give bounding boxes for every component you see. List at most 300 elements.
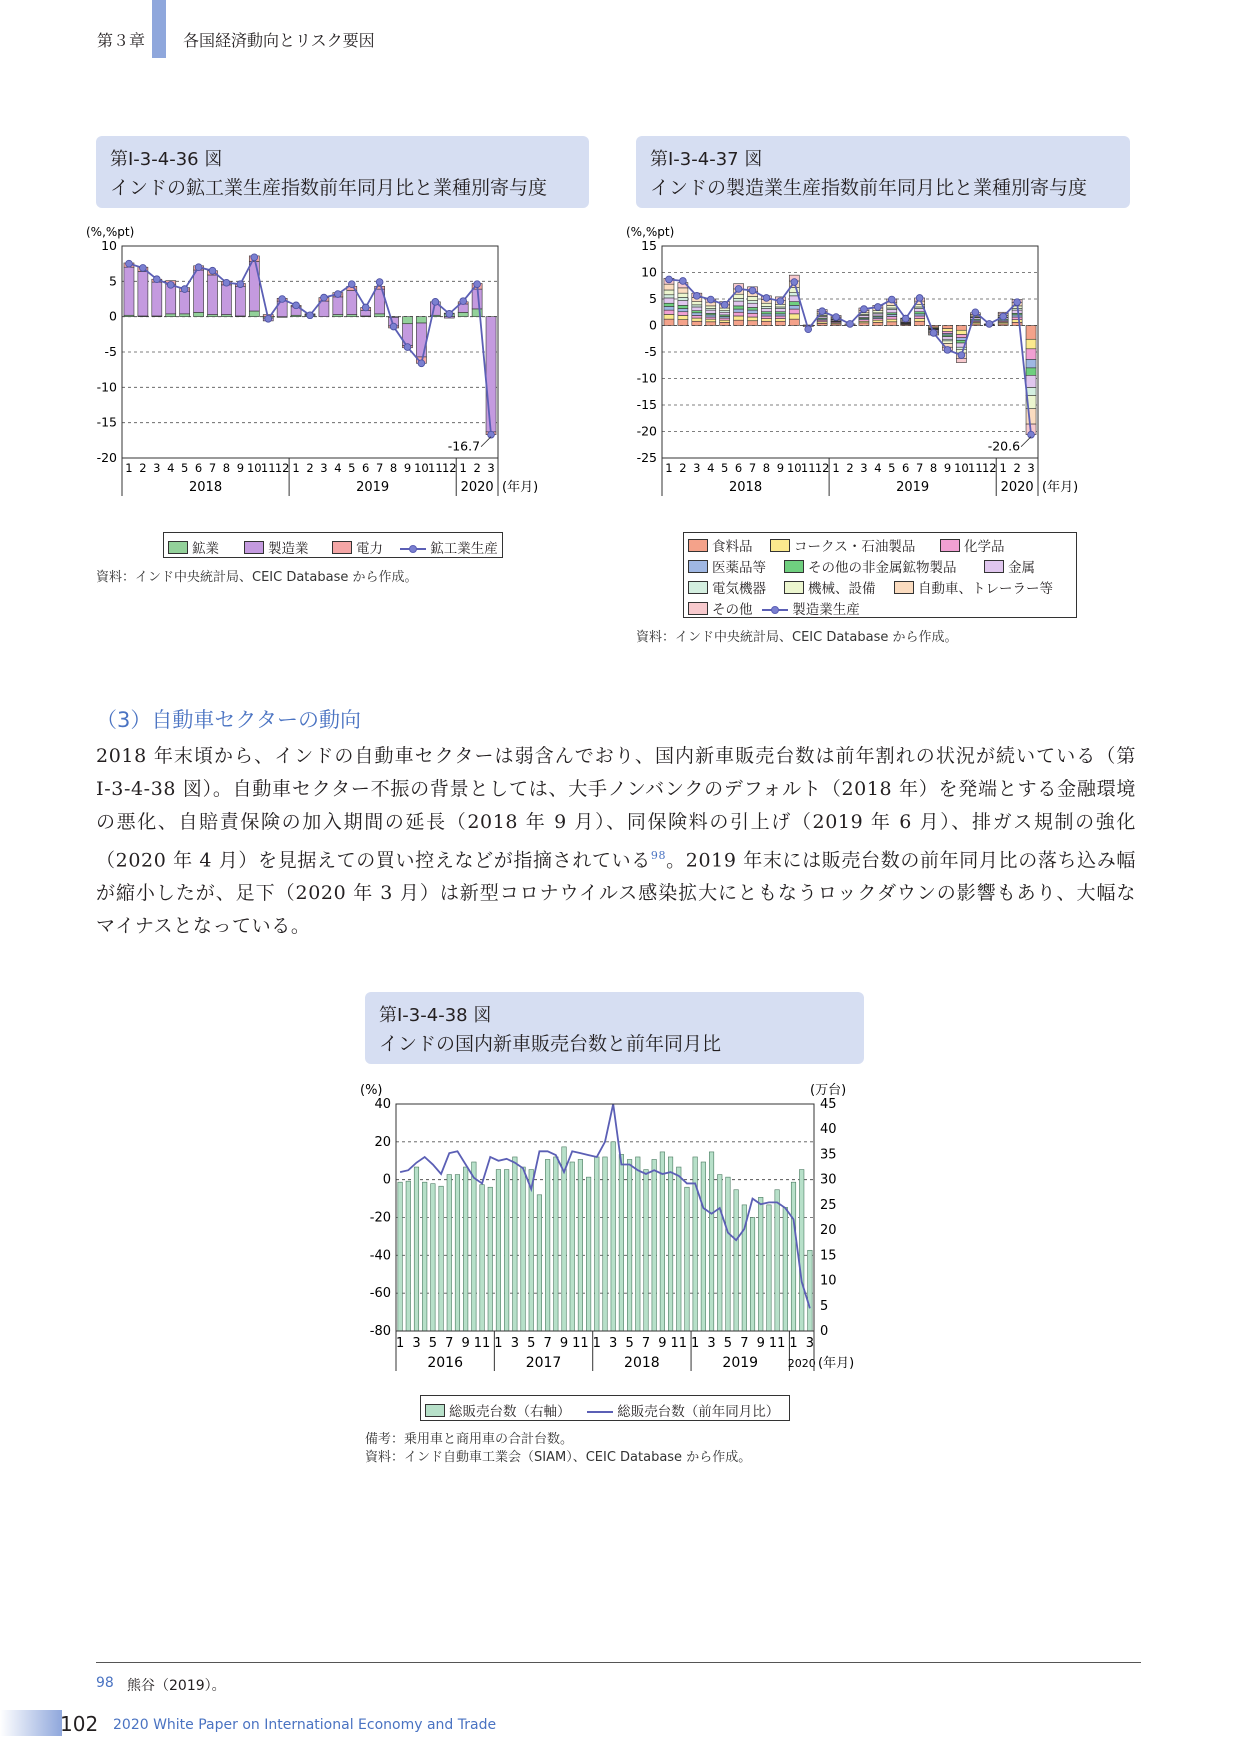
x-tick-label: 3 — [1027, 461, 1035, 475]
x-tick-label: 8 — [389, 461, 398, 475]
line-point — [223, 279, 230, 286]
units-bar — [611, 1142, 616, 1331]
bar-segment — [678, 312, 688, 316]
line-point — [888, 296, 895, 303]
y-tick-label-right: 0 — [820, 1324, 829, 1339]
units-bar — [685, 1187, 690, 1331]
bar-segment — [678, 301, 688, 306]
line-point — [307, 312, 314, 319]
bar-segment — [1012, 322, 1022, 325]
bar-segment — [221, 285, 231, 315]
bar-segment — [333, 297, 343, 315]
fig36-number: 第Ⅰ-3-4-36 図 — [110, 149, 223, 170]
units-bar — [472, 1162, 477, 1331]
x-tick-label: 9 — [236, 461, 245, 475]
x-tick-label: 1 — [832, 461, 840, 475]
units-bar — [619, 1154, 624, 1331]
bar-segment — [873, 322, 883, 325]
x-tick-label: 3 — [510, 1336, 519, 1351]
x-tick-label: 12 — [441, 461, 457, 475]
x-tick-label: 10 — [954, 461, 969, 475]
y-tick-label: -10 — [636, 370, 657, 386]
year-label: 2016 — [427, 1355, 463, 1371]
year-label: 2019 — [356, 480, 390, 495]
y-tick-label-right: 45 — [820, 1097, 837, 1112]
bar-segment — [1012, 320, 1022, 323]
bar-segment — [942, 329, 952, 332]
bar-segment — [775, 309, 785, 312]
bar-segment — [664, 295, 674, 298]
bar-segment — [1026, 375, 1036, 387]
bar-segment — [915, 312, 925, 314]
line-point — [418, 360, 425, 367]
x-tick-label: 7 — [915, 461, 924, 475]
bar-segment — [706, 322, 716, 326]
x-tick-label: 3 — [860, 461, 868, 475]
section-body-a: 2018 年末頃から、インドの自動車セクターは弱含んでおり、国内新車販売台数は前年割れの状況が続いている（第Ⅰ-3-4-38 図）。自動車セクター不振の背景としては、大手ノンバンクのデフォルト（2018 年）を発端とする金融環境の悪化、自賠責保険の加入期間の延長（2018 年 9 月）、同保険料の引上げ（2019 年 6 月）、排ガス規制の強化（2020 年 4 月）を見据えての買い控えなどが指摘されている — [96, 745, 1136, 872]
bar-segment — [956, 347, 966, 349]
x-tick-label: 9 — [461, 1336, 470, 1351]
line-point — [819, 308, 826, 315]
fig37-number: 第Ⅰ-3-4-37 図 — [650, 149, 763, 170]
y-tick-label-right: 25 — [820, 1197, 837, 1213]
line-point — [902, 315, 909, 322]
x-tick-label: 8 — [222, 461, 231, 475]
x-tick-label: 1 — [789, 1336, 798, 1351]
year-label: 2020 — [1000, 480, 1034, 495]
bar-segment — [789, 319, 799, 325]
bar-segment — [692, 311, 702, 313]
x-tick-label: 6 — [194, 461, 203, 475]
line-point — [195, 264, 202, 271]
bar-segment — [734, 301, 744, 306]
x-tick-label: 5 — [348, 461, 356, 475]
x-tick-label: 10 — [786, 461, 802, 475]
x-tick-label: 7 — [208, 461, 217, 475]
bar-segment — [235, 286, 245, 316]
bar-segment — [942, 337, 952, 340]
line-point — [805, 326, 812, 333]
chapter-title: 各国経済動向とリスク要因 — [183, 31, 375, 50]
bar-segment — [1026, 339, 1036, 349]
x-tick-label: 3 — [707, 1336, 716, 1351]
bar-segment — [1026, 349, 1036, 360]
bar-segment — [458, 312, 468, 316]
section-body — [96, 740, 1136, 943]
bar-segment — [761, 312, 771, 314]
x-tick-label: 9 — [776, 461, 785, 475]
bar-segment — [956, 338, 966, 341]
units-bar — [677, 1167, 682, 1331]
y-tick-label: -15 — [96, 414, 117, 430]
x-tick-label: 9 — [943, 461, 952, 475]
bar-segment — [734, 298, 744, 301]
bar-segment — [915, 314, 925, 316]
annotation-label: -20.6 — [987, 438, 1021, 454]
line-point — [986, 321, 993, 328]
y-tick-label: -10 — [96, 379, 117, 395]
footnote-ref[interactable]: 98 — [650, 849, 667, 862]
x-tick-label: 1 — [592, 1336, 601, 1351]
units-bar — [783, 1207, 788, 1331]
bar-segment — [734, 309, 744, 312]
bar-segment — [678, 288, 688, 293]
x-tick-label: 7 — [740, 1336, 749, 1351]
bar-segment — [748, 310, 758, 313]
y-tick-label-right: 35 — [820, 1147, 837, 1163]
bar-segment — [720, 312, 730, 315]
units-bar — [578, 1159, 583, 1331]
line-point — [126, 260, 133, 267]
bar-segment — [720, 322, 730, 325]
fig37-legend-item: 自動車、トレーラー等 — [894, 577, 1053, 597]
bar-segment — [748, 301, 758, 304]
x-tick-label: 1 — [459, 461, 467, 475]
fig38-source: 資料：インド自動車工業会（SIAM）、CEIC Database から作成。 — [365, 1450, 752, 1465]
bar-segment — [180, 314, 190, 317]
units-bar — [709, 1152, 714, 1331]
bar-segment — [748, 307, 758, 310]
units-bar — [455, 1175, 460, 1331]
x-tick-label: 4 — [334, 461, 342, 475]
bar-segment — [166, 314, 176, 317]
bar-segment — [761, 314, 771, 316]
line-point — [153, 276, 160, 283]
line-point — [693, 292, 700, 299]
x-tick-label: 7 — [375, 461, 384, 475]
x-tick-label: 4 — [874, 461, 882, 475]
bar-segment — [706, 310, 716, 313]
x-axis-unit: (年月) — [1042, 480, 1079, 495]
bar-segment — [1012, 315, 1022, 317]
y-tick-label: 5 — [649, 291, 657, 306]
x-tick-label: 8 — [762, 461, 771, 475]
bar-segment — [887, 319, 897, 322]
x-tick-label: 6 — [734, 461, 743, 475]
units-bar — [521, 1167, 526, 1331]
bar-segment — [748, 321, 758, 326]
year-label: 2019 — [896, 480, 930, 495]
x-tick-label: 11 — [670, 1336, 688, 1351]
units-bar — [799, 1170, 804, 1331]
x-tick-label: 9 — [756, 1336, 765, 1351]
x-tick-label: 11 — [260, 461, 276, 475]
y-axis-unit: (%,%pt) — [626, 225, 675, 239]
y-tick-label-right: 10 — [820, 1273, 837, 1289]
units-bar — [726, 1177, 731, 1331]
bar-segment — [720, 320, 730, 322]
bar-segment — [956, 358, 966, 362]
y-tick-label: -5 — [644, 344, 657, 359]
y-tick-label-right: 30 — [820, 1172, 837, 1188]
x-tick-label: 9 — [559, 1336, 569, 1351]
bar-segment — [347, 291, 357, 315]
x-tick-label: 2 — [139, 461, 147, 475]
x-tick-label: 2 — [846, 461, 854, 475]
fig37-legend-item: 機械、設備 — [784, 577, 876, 597]
bar-segment — [775, 312, 785, 314]
units-bar — [644, 1170, 649, 1331]
bar-segment — [859, 323, 869, 326]
y-tick-label: 0 — [649, 317, 657, 333]
bar-segment — [1012, 317, 1022, 320]
y-axis-unit: (%,%pt) — [86, 225, 135, 239]
bar-segment — [789, 302, 799, 306]
x-tick-label: 11 — [572, 1336, 589, 1351]
bar-segment — [692, 305, 702, 307]
bar-segment — [1026, 326, 1036, 340]
x-tick-label: 2 — [679, 461, 687, 475]
fig37-legend-item: 食料品 — [688, 535, 753, 555]
line-point — [958, 352, 965, 359]
bar-segment — [194, 270, 204, 312]
x-tick-label: 12 — [274, 461, 290, 475]
bar-segment — [249, 311, 259, 317]
fig37-legend-item: コークス・石油製品 — [770, 535, 915, 555]
bar-segment — [761, 316, 771, 319]
x-tick-label: 11 — [968, 461, 983, 475]
bar-segment — [692, 315, 702, 318]
page-marker — [0, 1710, 62, 1736]
line-point — [861, 306, 868, 313]
y-tick-label: 10 — [101, 238, 117, 253]
bar-segment — [664, 314, 674, 319]
bar-segment — [664, 319, 674, 325]
bar-segment — [748, 313, 758, 317]
x-tick-label: 9 — [403, 461, 412, 475]
fig37-caption — [636, 136, 1130, 208]
bar-segment — [152, 282, 162, 316]
fig36-legend-item: 鉱業 — [168, 537, 219, 557]
fig37-legend-item: その他の非金属鉱物製品 — [784, 556, 957, 576]
page-number: 102 — [60, 1712, 99, 1736]
y-tick-label: 0 — [109, 308, 117, 324]
year-label: 2019 — [722, 1355, 759, 1371]
y-tick-label-left: -80 — [369, 1324, 391, 1339]
year-label: 2020 — [787, 1357, 816, 1370]
bar-segment — [887, 322, 897, 326]
line-point — [432, 298, 439, 305]
units-bar — [668, 1157, 673, 1331]
x-tick-label: 5 — [723, 1336, 733, 1351]
units-bar — [545, 1159, 550, 1331]
units-bar — [570, 1162, 575, 1331]
x-tick-label: 5 — [181, 461, 189, 475]
units-bar — [750, 1218, 755, 1332]
section-body-b: 。2019 年末には販売台数の前年同月比の落ち込み幅が縮小したが、足下（2020 年 3 月）は新型コロナウイルス感染拡大にともなうロックダウンの影響もあり、大幅なマイナスとなっている。 — [96, 849, 1137, 938]
bar-segment — [817, 323, 827, 325]
line-point — [874, 304, 881, 311]
fig37-legend-item: その他 — [688, 598, 753, 618]
bar-segment — [664, 290, 674, 295]
line-point — [930, 330, 937, 337]
units-bar — [504, 1170, 509, 1331]
footnote-text: 熊谷（2019）。 — [127, 1678, 226, 1694]
units-bar — [447, 1175, 452, 1331]
units-bar — [791, 1182, 796, 1331]
line-point — [460, 298, 467, 305]
bar-segment — [761, 319, 771, 322]
fig37-legend-item: 金属 — [984, 556, 1035, 576]
fig36-legend — [163, 532, 503, 558]
x-tick-label: 1 — [691, 1336, 700, 1351]
x-tick-label: 10 — [414, 461, 429, 475]
fig38-title: インドの国内新車販売台数と前年同月比 — [379, 1033, 722, 1055]
fig38-chart — [350, 1070, 880, 1390]
bar-segment — [775, 316, 785, 319]
fig38-caption — [365, 992, 864, 1064]
bar-segment — [138, 271, 148, 316]
bar-segment — [664, 310, 674, 314]
x-tick-label: 3 — [412, 1336, 421, 1351]
bar-segment — [678, 315, 688, 319]
units-bar — [734, 1190, 739, 1331]
line-point — [1000, 313, 1007, 320]
book-title: 2020 White Paper on International Economy and Trade — [113, 1717, 497, 1733]
x-tick-label: 5 — [428, 1336, 438, 1351]
bar-segment — [180, 291, 190, 314]
x-tick-label: 3 — [805, 1336, 815, 1351]
units-bar — [595, 1157, 600, 1331]
fig38-number: 第Ⅰ-3-4-38 図 — [379, 1005, 492, 1026]
y-tick-label-left: 20 — [374, 1134, 391, 1150]
y-tick-label-right: 15 — [820, 1248, 837, 1264]
y-tick-label: 15 — [641, 238, 657, 253]
y-tick-label: -5 — [104, 344, 117, 359]
bar-segment — [706, 306, 716, 309]
bar-segment — [706, 315, 716, 317]
bar-segment — [887, 310, 897, 313]
units-bar — [537, 1195, 542, 1331]
bar-segment — [678, 297, 688, 300]
x-tick-label: 12 — [814, 461, 830, 475]
units-bar — [627, 1159, 632, 1331]
x-tick-label: 9 — [658, 1336, 667, 1351]
bar-segment — [775, 321, 785, 325]
x-tick-label: 1 — [125, 461, 133, 475]
line-point — [181, 286, 188, 293]
annotation-label: -16.7 — [447, 438, 481, 454]
bar-segment — [678, 305, 688, 308]
x-tick-label: 2 — [473, 461, 481, 475]
series-line — [129, 257, 491, 434]
annotation-leader — [1021, 437, 1031, 447]
line-point — [321, 294, 328, 301]
line-point — [1014, 299, 1021, 306]
y-tick-label-left: 0 — [382, 1172, 391, 1188]
units-bar — [513, 1157, 518, 1331]
x-tick-label: 1 — [999, 461, 1007, 475]
y-axis-unit-right: (万台) — [810, 1083, 847, 1098]
x-tick-label: 5 — [625, 1336, 634, 1351]
bar-segment — [789, 305, 799, 309]
bar-segment — [1026, 409, 1036, 424]
bar-segment — [887, 316, 897, 319]
units-bar — [496, 1170, 501, 1331]
units-bar — [414, 1167, 419, 1331]
units-bar — [603, 1157, 608, 1331]
annotation-leader — [481, 437, 491, 447]
chapter-marker — [152, 0, 166, 58]
bar-segment — [706, 319, 716, 322]
line-point — [847, 321, 854, 328]
bar-segment — [664, 284, 674, 290]
units-bar — [758, 1197, 763, 1331]
x-tick-label: 8 — [929, 461, 938, 475]
y-tick-label: 5 — [109, 273, 117, 289]
bar-segment — [887, 314, 897, 316]
line-point — [293, 302, 300, 309]
bar-segment — [956, 335, 966, 338]
bar-segment — [1026, 359, 1036, 367]
x-tick-label: 1 — [494, 1336, 503, 1351]
x-tick-label: 11 — [800, 461, 816, 475]
section-heading: （3）自動車セクターの動向 — [96, 708, 361, 732]
line-point — [390, 323, 397, 330]
line-point — [209, 267, 216, 274]
year-label: 2018 — [189, 480, 223, 495]
fig36-legend-item: 電力 — [332, 537, 383, 557]
line-point — [279, 296, 286, 303]
x-tick-label: 11 — [768, 1336, 786, 1351]
line-point — [749, 287, 756, 294]
line-point — [376, 279, 383, 286]
fig37-legend-item: 製造業生産 — [762, 598, 860, 618]
bar-segment — [208, 275, 218, 315]
fig38-legend — [420, 1395, 790, 1421]
y-tick-label-right: 5 — [820, 1298, 829, 1314]
bar-segment — [775, 314, 785, 316]
y-tick-label: -20 — [96, 450, 117, 465]
line-point — [237, 281, 244, 288]
fig36-title: インドの鉱工業生産指数前年同月比と業種別寄与度 — [110, 177, 548, 199]
fig36-source: 資料：インド中央統計局、CEIC Database から作成。 — [96, 570, 418, 585]
units-bar — [660, 1152, 665, 1331]
fig38-legend-item: 総販売台数（右軸） — [425, 1400, 571, 1420]
bar-segment — [194, 312, 204, 316]
bar-segment — [748, 303, 758, 307]
bar-segment — [678, 293, 688, 297]
line-point — [679, 278, 686, 285]
x-tick-label: 12 — [981, 461, 997, 475]
units-bar — [406, 1181, 411, 1331]
bar-segment — [664, 298, 674, 303]
units-bar — [717, 1175, 722, 1331]
fig37-source: 資料：インド中央統計局、CEIC Database から作成。 — [636, 630, 958, 645]
bar-segment — [416, 317, 426, 323]
y-tick-label-right: 40 — [820, 1122, 837, 1138]
fig36-caption — [96, 136, 589, 208]
fig37-chart — [626, 214, 1142, 524]
fig37-legend — [683, 532, 1077, 618]
units-bar — [767, 1205, 772, 1331]
bar-segment — [347, 315, 357, 317]
x-tick-label: 7 — [748, 461, 757, 475]
line-point — [791, 279, 798, 286]
line-point — [777, 298, 784, 305]
line-point — [916, 295, 923, 302]
y-tick-label-left: -60 — [369, 1286, 391, 1302]
bar-segment — [942, 341, 952, 344]
bar-segment — [678, 309, 688, 312]
bar-segment — [942, 331, 952, 333]
line-point — [265, 315, 272, 322]
x-axis-unit: (年月) — [502, 480, 539, 495]
bar-segment — [761, 309, 771, 312]
x-tick-label: 3 — [487, 461, 495, 475]
units-bar — [636, 1157, 641, 1331]
line-point — [251, 254, 258, 261]
